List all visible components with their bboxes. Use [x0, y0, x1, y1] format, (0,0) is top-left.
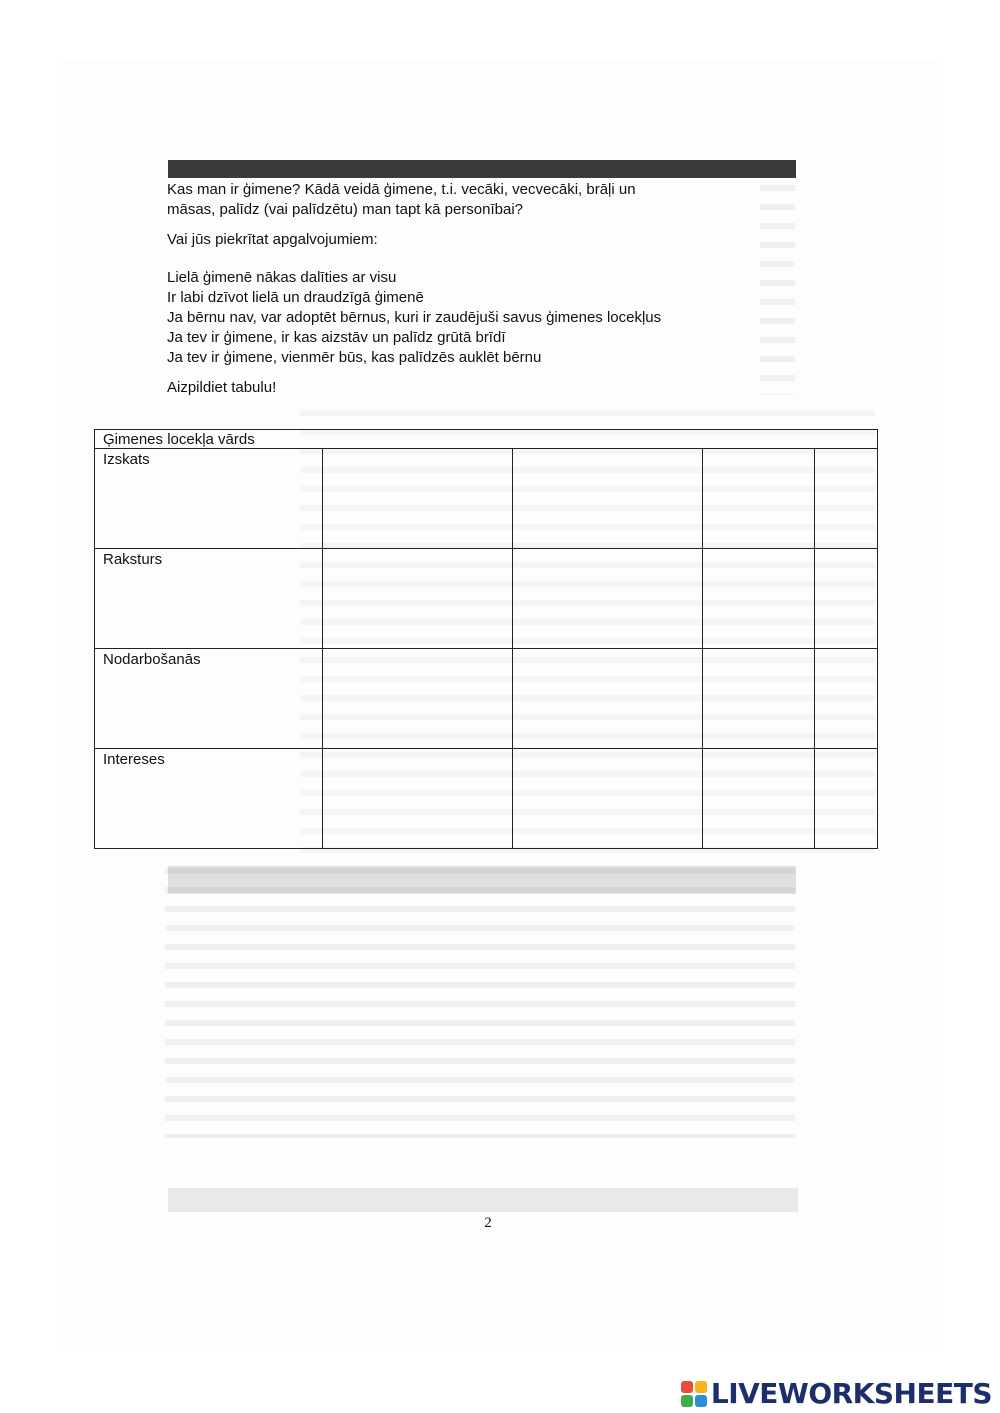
question-line-1: Kas man ir ģimene? Kādā veidā ģimene, t.i. vecāki, vecvecāki, brāļi un — [167, 181, 636, 198]
question-line-2: māsas, palīdz (vai palīdzētu) man tapt kā personībai? — [167, 201, 524, 218]
answer-cell[interactable] — [323, 449, 513, 549]
section-heading-bar — [168, 160, 796, 178]
statement: Ja tev ir ģimene, ir kas aizstāv un palīdz grūtā brīdī — [167, 329, 506, 346]
row-label: Intereses — [95, 749, 323, 849]
answer-cell[interactable] — [815, 449, 878, 549]
bleed-through-footer — [168, 1188, 798, 1212]
agree-prompt: Vai jūs piekrītat apgalvojumiem: — [167, 231, 378, 248]
statement: Ja tev ir ģimene, vienmēr būs, kas palīdzēs auklēt bērnu — [167, 349, 542, 366]
answer-cell[interactable] — [703, 649, 815, 749]
answer-cell[interactable] — [323, 549, 513, 649]
logo-tile — [681, 1395, 693, 1407]
statement: Lielā ģimenē nākas dalīties ar visu — [167, 269, 397, 286]
page-number: 2 — [484, 1215, 492, 1231]
row-label: Nodarbošanās — [95, 649, 323, 749]
logo-tile — [695, 1381, 707, 1393]
answer-cell[interactable] — [513, 449, 703, 549]
answer-cell[interactable] — [815, 649, 878, 749]
logo-tile — [681, 1381, 693, 1393]
answer-cell[interactable] — [703, 449, 815, 549]
answer-cell[interactable] — [815, 549, 878, 649]
table-row — [95, 649, 878, 749]
table-row — [95, 749, 878, 849]
family-member-table — [94, 429, 878, 849]
answer-cell[interactable] — [513, 549, 703, 649]
answer-cell[interactable] — [703, 749, 815, 849]
logo-tile — [695, 1395, 707, 1407]
table-row — [95, 449, 878, 549]
answer-cell[interactable] — [323, 749, 513, 849]
row-label: Raksturs — [95, 549, 323, 649]
intro-text — [167, 180, 787, 398]
row-label: Izskats — [95, 449, 323, 549]
table-header-row — [95, 430, 878, 449]
brand-name: LIVEWORKSHEETS — [710, 1377, 992, 1410]
statement: Ja bērnu nav, var adoptēt bērnus, kuri ir zaudējuši savus ģimenes locekļus — [167, 309, 662, 326]
instruction: Aizpildiet tabulu! — [167, 379, 277, 396]
logo-grid-icon — [681, 1381, 707, 1407]
answer-cell[interactable] — [513, 649, 703, 749]
header-cell: Ģimenes locekļa vārds — [95, 430, 878, 449]
answer-cell[interactable] — [323, 649, 513, 749]
table-row — [95, 549, 878, 649]
statement: Ir labi dzīvot lielā un draudzīgā ģimenē — [167, 289, 424, 306]
answer-cell[interactable] — [703, 549, 815, 649]
answer-cell[interactable] — [513, 749, 703, 849]
bleed-through-text — [165, 868, 795, 1138]
answer-cell[interactable] — [815, 749, 878, 849]
liveworksheets-logo[interactable] — [681, 1377, 992, 1410]
